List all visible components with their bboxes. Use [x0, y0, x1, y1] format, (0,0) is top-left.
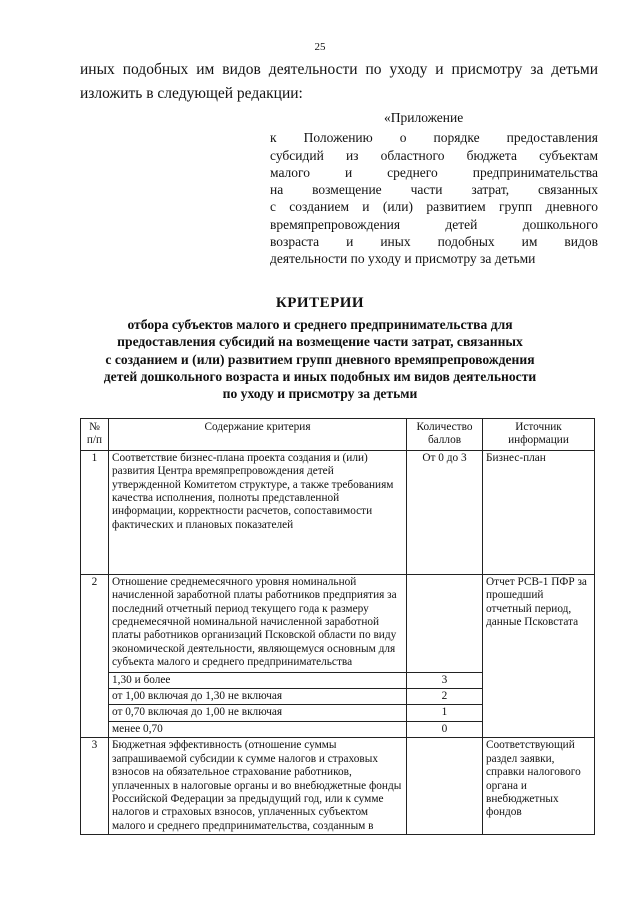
criteria-subtitle-line: детей дошкольного возраста и иных подобных им видов деятельности	[103, 368, 537, 384]
row-num: 1	[81, 450, 109, 574]
subrow-score: 1	[407, 705, 483, 721]
header-content: Содержание критерия	[109, 419, 407, 451]
appendix-line: субсидий из областного бюджета субъектам	[270, 147, 598, 163]
criteria-subtitle-line: по уходу и присмотру за детьми	[222, 386, 418, 402]
subrow-label: менее 0,70	[109, 721, 407, 737]
row-content: Соответствие бизнес-плана проекта создания и (или) развития Центра времяпрепровождения детей утвержденной Комитетом структуре, а также требованиям качества исполнения, полноты представленной информации, корректности расчетов, сопоставимости фактических и плановых показателей	[109, 450, 407, 574]
subrow-label: от 1,00 включая до 1,30 не включая	[109, 689, 407, 705]
row-source: Соответствующий раздел заявки, справки налогового органа и внебюджетных фондов	[483, 738, 595, 835]
subrow-score: 0	[407, 721, 483, 737]
appendix-line: к Положению о порядке предоставления	[270, 130, 598, 146]
header-source: Источник информации	[483, 419, 595, 451]
row-score: От 0 до 3	[407, 450, 483, 574]
appendix-line: на возмещение части затрат, связанных	[270, 182, 598, 198]
subrow-label: от 0,70 включая до 1,00 не включая	[109, 705, 407, 721]
criteria-table	[80, 418, 595, 835]
table-row	[81, 450, 595, 574]
row-content: Отношение среднемесячного уровня номинальной начисленной заработной платы работников предприятия за последний отчетный период текущего года к размеру среднемесячной номинальной начисленной заработной платы работников организаций Псковской области по виду экономической деятельности, являющемуся основным для субъекта малого и среднего предпринимательства	[109, 574, 407, 672]
row-score	[407, 574, 483, 672]
criteria-heading	[60, 295, 580, 402]
row-num: 3	[81, 738, 109, 835]
table-row	[81, 574, 595, 672]
table-row	[81, 738, 595, 835]
appendix-line: времяпрепровождения детей дошкольного	[270, 216, 598, 232]
row-score	[407, 738, 483, 835]
criteria-subtitle-line: с созданием и (или) развитием групп дневного времяпрепровождения	[105, 351, 535, 367]
appendix-line: возраста и иных подобных им видов	[270, 234, 598, 250]
row-source: Бизнес-план	[483, 450, 595, 574]
appendix-line: деятельности по уходу и присмотру за детьми	[270, 251, 536, 267]
criteria-title: КРИТЕРИИ	[275, 295, 365, 311]
header-num: № п/п	[81, 419, 109, 451]
intro-line: изложить в следующей редакции:	[80, 85, 303, 102]
page-number: 25	[314, 41, 326, 53]
intro-line: иных подобных им видов деятельности по уходу и присмотру за детьми	[80, 61, 598, 78]
subrow-score: 2	[407, 689, 483, 705]
row-content: Бюджетная эффективность (отношение суммы запрашиваемой субсидии к сумме налогов и страховых взносов на обязательное страхование работников, уплаченных в налоговые органы и во внебюджетные фонды Российской Федерации за предыдущий год, или к сумме налогов и страховых взносов, уплаченных субъектом малого и среднего предпринимательства, созданным в	[109, 738, 407, 835]
appendix-line: с созданием и (или) развитием групп дневного	[270, 199, 598, 215]
intro-paragraph	[80, 58, 598, 106]
criteria-subtitle-line: отбора субъектов малого и среднего предпринимательства для	[127, 317, 513, 332]
row-num: 2	[81, 574, 109, 737]
row-source: Отчет РСВ-1 ПФР за прошедший отчетный период, данные Псковстата	[483, 574, 595, 737]
appendix-title: «Приложение	[384, 110, 464, 125]
criteria-subtitle-line: предоставления субсидий на возмещение части затрат, связанных	[117, 334, 523, 350]
appendix-reference	[270, 109, 598, 268]
header-score: Количество баллов	[407, 419, 483, 451]
table-header-row	[81, 419, 595, 451]
appendix-line: малого и среднего предпринимательства	[270, 164, 598, 180]
subrow-score: 3	[407, 672, 483, 688]
subrow-label: 1,30 и более	[109, 672, 407, 688]
